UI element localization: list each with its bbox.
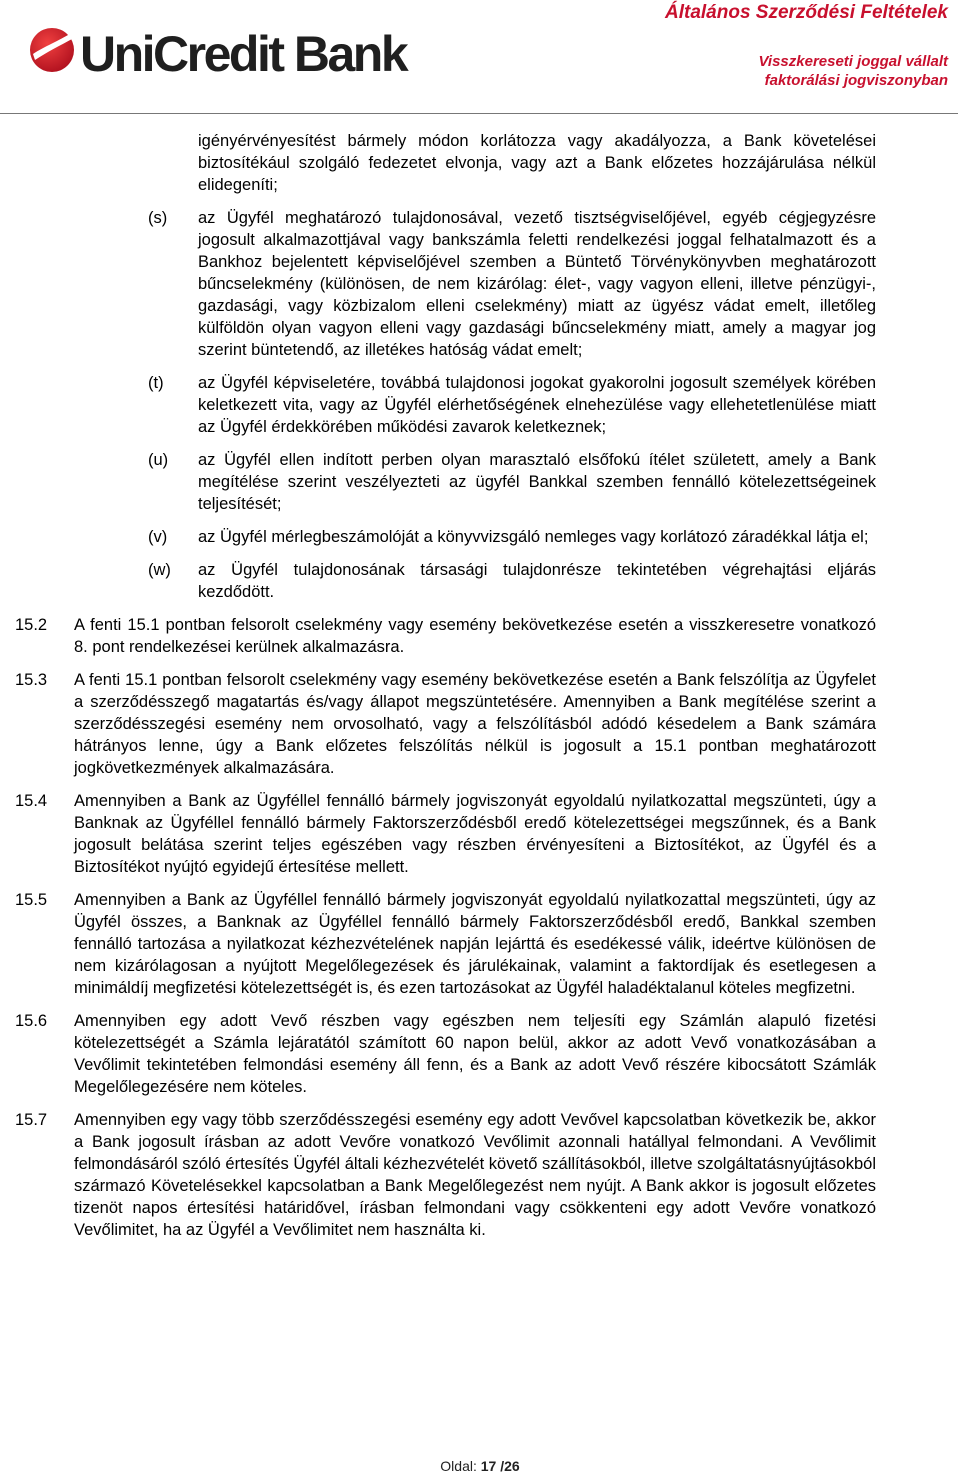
- section-paragraph: [0, 614, 876, 658]
- page-number: 17: [480, 1458, 497, 1474]
- subtitle-line-2: faktorálási jogviszonyban: [764, 72, 948, 89]
- list-item-label: (v): [148, 528, 168, 546]
- section-text: Amennyiben a Bank az Ügyféllel fennálló bármely jogviszonyát egyoldalú nyilatkozattal megszünteti, úgy az Ügyfél összes, a Banknak az Ügyféllel fennálló bármely Faktorszerződésből eredő, Bankkal szemben fennálló tartozása a nyilatkozat kézhezvételének napján lejárttá és esedékessé válik, ideértve különösen de nem kizárólagosan a nyújtott Megelőlegezések és járulékainak, valamint a faktordíjak és esetlegesen a minimáldíj megfizetési kötelezettségét is, és ezen tartozásokat az Ügyfél haladéktalanul köteles megfizetni.: [74, 891, 876, 997]
- document-subtitle: [758, 52, 948, 90]
- list-item-label: (u): [148, 451, 169, 469]
- list-item: [0, 372, 876, 438]
- section-paragraph: [0, 669, 876, 779]
- list-item-label: (t): [148, 374, 164, 392]
- continuation-paragraph: [0, 130, 876, 196]
- list-item: [0, 449, 876, 515]
- section-paragraph: [0, 790, 876, 878]
- document-body: [0, 130, 960, 1252]
- page-footer: [0, 1456, 960, 1476]
- continuation-text: igényérvényesítést bármely módon korlátozza vagy akadályozza, a Bank követelései biztosítékául szolgáló fedezetet elvonja, vagy azt a Bank előzetes hozzájárulása nélkül elidegeníti;: [198, 132, 876, 194]
- list-item-text: az Ügyfél meghatározó tulajdonosával, vezető tisztségviselőjével, egyéb cégjegyzésre jogosult alkalmazottjával vagy bankszámla feletti rendelkezési joggal felhatalmazott és a Bankhoz bejelentett képviselőjével szemben a Büntető Törvénykönyvben meghatározott bűncselekmény (különösen, de nem kizárólag: élet-, vagy vagyon elleni, illetve pénzügyi-, gazdasági, vagy közbizalom elleni cselekmény) miatt az ügyész vádat emelt, illetőleg külföldön olyan vagyon elleni vagy gazdasági bűncselekmény miatt, amely a magyar jog szerint büntetendő, az illetékes hatóság vádat emelt;: [198, 209, 876, 359]
- section-number: 15.3: [15, 671, 48, 689]
- subtitle-line-1: Visszkereseti joggal vállalt: [758, 53, 948, 70]
- page-label: Oldal:: [440, 1458, 477, 1474]
- bank-logo: [27, 24, 407, 84]
- section-number: 15.7: [15, 1111, 48, 1129]
- list-item-text: az Ügyfél képviseletére, továbbá tulajdonosi jogokat gyakorolni jogosult személyek körében keletkezett vita, vagy az Ügyfél elérhetőségének elnehezülése vagy ellehetetlenülése miatt az Ügyfél érdekkörében működési zavarok keletkeznek;: [198, 374, 876, 436]
- list-item: [0, 526, 876, 548]
- section-number: 15.5: [15, 891, 48, 909]
- list-item-label: (s): [148, 209, 168, 227]
- logo-text: UniCredit Bank: [80, 26, 407, 82]
- page-header: [0, 0, 960, 118]
- section-paragraph: [0, 889, 876, 999]
- header-divider: [0, 113, 958, 114]
- section-text: Amennyiben egy vagy több szerződésszegési esemény egy adott Vevővel kapcsolatban következik be, akkor a Bank jogosult írásban az adott Vevőre vonatkozó Vevőlimit azonnali hatállyal felmondani. A Vevőlimit felmondásáról szóló értesítés Ügyfél általi kézhezvételét követő szállításokból, illetve szolgáltatásnyújtásokból származó Követelésekkel kapcsolatban a Bank Megelőlegezést nem nyújt. A Bank akkor is jogosult előzetes tizenöt napos értesítési határidővel, írásban felmondani vagy csökkenteni egy adott Vevőre vonatkozó Vevőlimitet, ha az Ügyfél a Vevőlimitet nem használta ki.: [74, 1111, 876, 1239]
- list-item-text: az Ügyfél ellen indított perben olyan marasztaló elsőfokú ítélet született, amely a Bank megítélése szerint veszélyezteti az ügyfél Bankkal szemben fennálló kötelezettségeinek teljesítését;: [198, 451, 876, 513]
- section-number: 15.2: [15, 616, 48, 634]
- section-paragraph: [0, 1010, 876, 1098]
- section-text: A fenti 15.1 pontban felsorolt cselekmény vagy esemény bekövetkezése esetén a visszkeresetre vonatkozó 8. pont rendelkezései kerülnek alkalmazásra.: [74, 616, 876, 656]
- list-item: [0, 559, 876, 603]
- page-total: /26: [500, 1458, 520, 1474]
- section-text: A fenti 15.1 pontban felsorolt cselekmény vagy esemény bekövetkezése esetén a Bank felszólítja az Ügyfelet a szerződésszegő magatartás és/vagy állapot megszüntetésére. Amennyiben a Bank megítélése szerint a szerződésszegési esemény nem orvosolható, vagy a felszólításból adódó késedelem a Bank számára hátrányos lenne, úgy a Bank előzetes felszólítás nélkül is jogosult a 15.1 pontban meghatározott jogkövetkezmények alkalmazására.: [74, 671, 876, 777]
- unicredit-logo-icon: [27, 24, 77, 74]
- document-title: Általános Szerződési Feltételek: [665, 2, 948, 23]
- list-item-text: az Ügyfél tulajdonosának társasági tulajdonrésze tekintetében végrehajtási eljárás kezdődött.: [198, 561, 876, 601]
- list-item: [0, 207, 876, 361]
- section-number: 15.4: [15, 792, 48, 810]
- list-item-label: (w): [148, 561, 171, 579]
- section-text: Amennyiben a Bank az Ügyféllel fennálló bármely jogviszonyát egyoldalú nyilatkozattal megszünteti, úgy a Banknak az Ügyféllel fennálló bármely Faktorszerződésből eredő kötelezettségei megszűnnek, és a Bank jogosult belátása szerint teljes egészében vagy részben érvényesíteni a Biztosítékot, az Ügyfél és a Biztosítékot nyújtó egyidejű értesítése mellett.: [74, 792, 876, 876]
- section-paragraph: [0, 1109, 876, 1241]
- list-item-text: az Ügyfél mérlegbeszámolóját a könyvvizsgáló nemleges vagy korlátozó záradékkal látja el;: [198, 528, 869, 546]
- section-text: Amennyiben egy adott Vevő részben vagy egészben nem teljesíti egy Számlán alapuló fizetési kötelezettségét a Számla lejáratától számított 60 napon belül, akkor az adott Vevő vonatkozásában a Vevőlimit tekintetében felmondási esemény áll fenn, és a Bank az adott Vevő részére kibocsátott Számlák Megelőlegezésére nem köteles.: [74, 1012, 876, 1096]
- section-number: 15.6: [15, 1012, 48, 1030]
